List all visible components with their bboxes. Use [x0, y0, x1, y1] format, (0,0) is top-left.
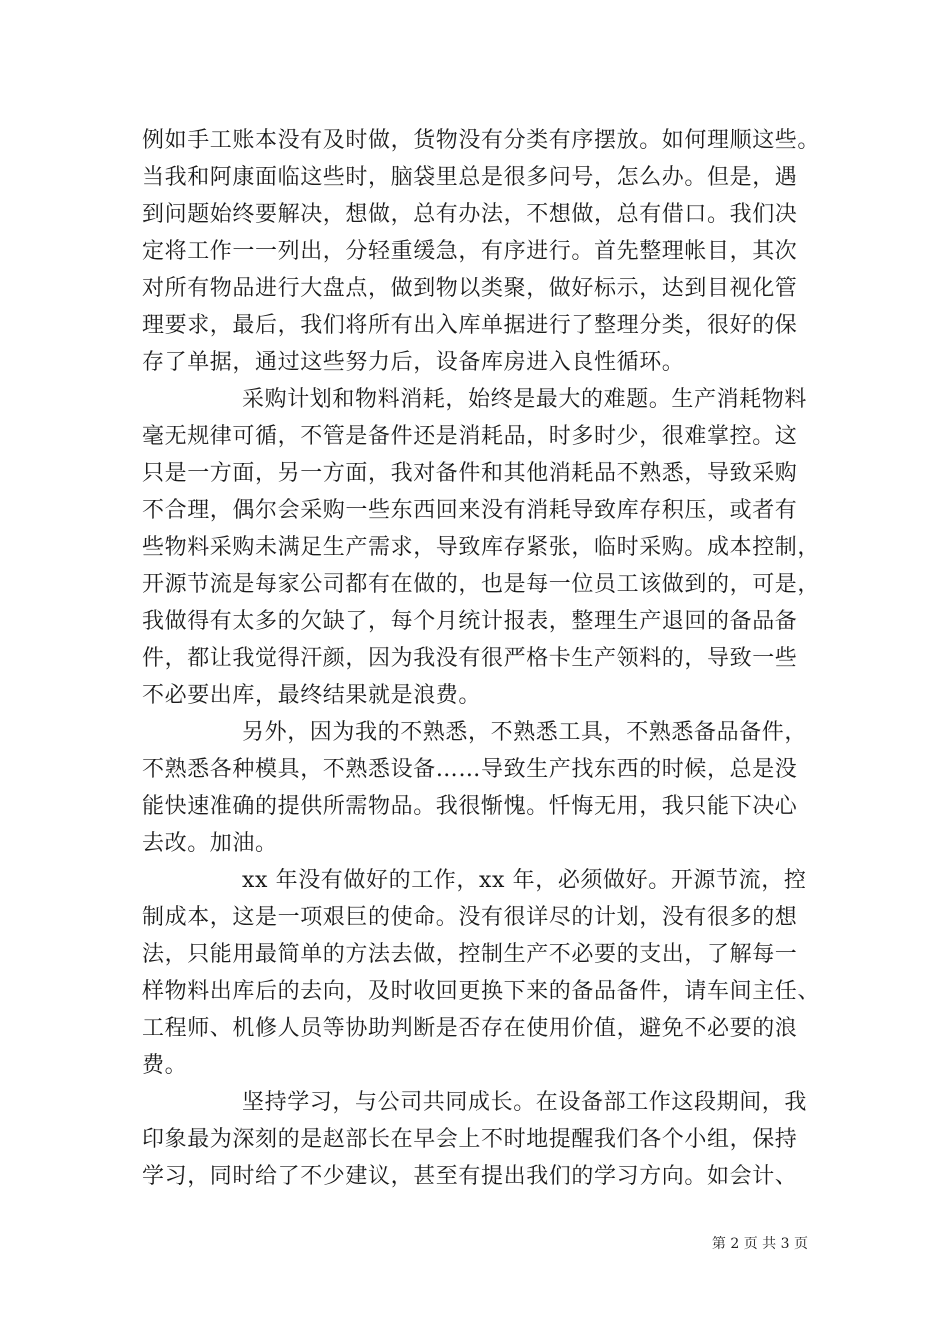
- text-line: 件，都让我觉得汗颜，因为我没有很严格卡生产领料的，导致一些: [142, 646, 798, 671]
- text-line: 工程师、机修人员等协助判断是否存在使用价值，避免不必要的浪: [142, 1016, 798, 1041]
- text-line: 不合理，偶尔会采购一些东西回来没有消耗导致库存积压，或者有: [142, 498, 798, 523]
- paragraph-start-line: 采购计划和物料消耗，始终是最大的难题。生产消耗物料: [242, 387, 808, 412]
- text-line: 学习，同时给了不少建议，甚至有提出我们的学习方向。如会计、: [142, 1164, 798, 1189]
- paragraph-start-line: 坚持学习，与公司共同成长。在设备部工作这段期间，我: [242, 1090, 808, 1115]
- page-number: 第 2 页 共 3 页: [711, 1236, 808, 1252]
- text-line: 对所有物品进行大盘点，做到物以类聚，做好标示，达到目视化管: [142, 276, 798, 301]
- text-line: 能快速准确的提供所需物品。我很惭愧。忏悔无用，我只能下决心: [142, 794, 798, 819]
- text-line: 只是一方面，另一方面，我对备件和其他消耗品不熟悉，导致采购: [142, 461, 798, 486]
- text-line: 存了单据，通过这些努力后，设备库房进入良性循环。: [142, 350, 685, 375]
- paragraph-start-line: 另外，因为我的不熟悉，不熟悉工具，不熟悉备品备件，: [242, 720, 808, 745]
- text-line: 当我和阿康面临这些时，脑袋里总是很多问号，怎么办。但是，遇: [142, 165, 798, 190]
- text-line: 印象最为深刻的是赵部长在早会上不时地提醒我们各个小组，保持: [142, 1127, 798, 1152]
- text-line: 去改。加油。: [142, 831, 278, 856]
- text-line: 不熟悉各种模具，不熟悉设备……导致生产找东西的时候，总是没: [142, 757, 798, 782]
- text-line: 制成本，这是一项艰巨的使命。没有很详尽的计划，没有很多的想: [142, 905, 798, 930]
- text-line: 费。: [142, 1053, 188, 1078]
- text-line: 定将工作一一列出，分轻重缓急，有序进行。首先整理帐目，其次: [142, 239, 798, 264]
- body-text: [142, 122, 822, 1195]
- text-line: 法，只能用最简单的方法去做，控制生产不必要的支出，了解每一: [142, 942, 798, 967]
- text-line: 到问题始终要解决，想做，总有办法，不想做，总有借口。我们决: [142, 202, 798, 227]
- text-line: 毫无规律可循，不管是备件还是消耗品，时多时少，很难掌控。这: [142, 424, 798, 449]
- paragraph-start-line: xx 年没有做好的工作，xx 年，必须做好。开源节流，控: [242, 868, 807, 893]
- text-line: 我做得有太多的欠缺了，每个月统计报表，整理生产退回的备品备: [142, 609, 798, 634]
- text-line: 样物料出库后的去向，及时收回更换下来的备品备件，请车间主任、: [142, 979, 821, 1004]
- text-line: 例如手工账本没有及时做，货物没有分类有序摆放。如何理顺这些。: [142, 128, 821, 153]
- text-line: 些物料采购未满足生产需求，导致库存紧张，临时采购。成本控制，: [142, 535, 821, 560]
- text-line: 理要求，最后，我们将所有出入库单据进行了整理分类，很好的保: [142, 313, 798, 338]
- text-line: 开源节流是每家公司都有在做的，也是每一位员工该做到的，可是，: [142, 572, 821, 597]
- text-line: 不必要出库，最终结果就是浪费。: [142, 683, 482, 708]
